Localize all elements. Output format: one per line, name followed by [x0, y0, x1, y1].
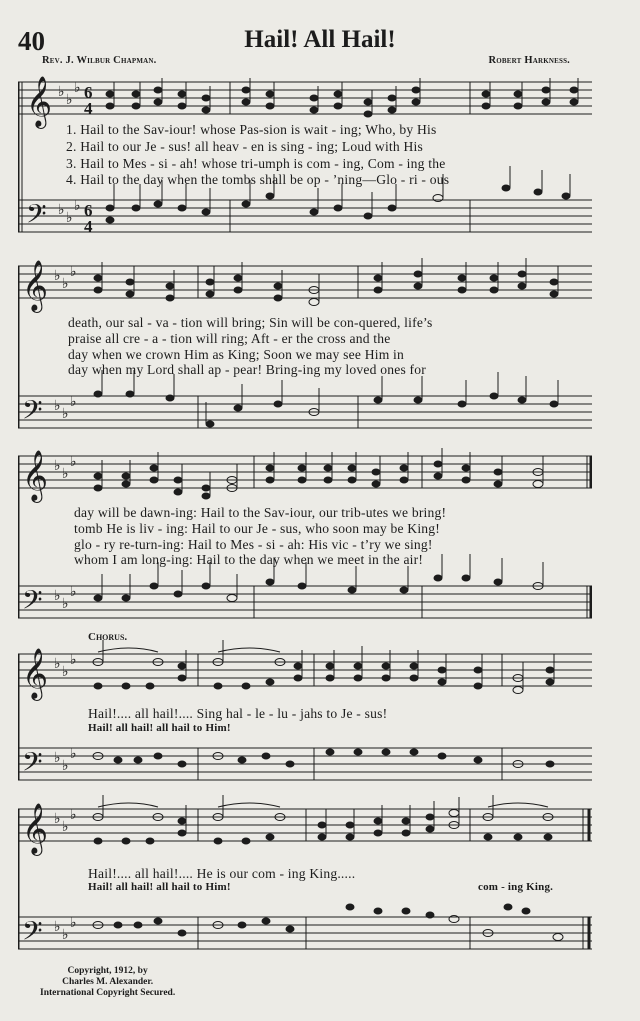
svg-text:♭: ♭: [66, 211, 73, 226]
svg-text:𝄞: 𝄞: [22, 450, 49, 501]
svg-text:♭: ♭: [62, 597, 69, 612]
chorus-line-2-sub-end: com - ing King.: [478, 881, 554, 893]
svg-text:4: 4: [84, 99, 93, 118]
chorus-line-1-sub: Hail! all hail! all hail to Him!: [88, 722, 231, 734]
copyright-line-3: International Copyright Secured.: [40, 988, 176, 998]
chorus-line-1-main: Hail!.... all hail!.... Sing hal - le - lu - jahs to Je - sus!: [88, 706, 388, 721]
svg-text:♭: ♭: [54, 812, 61, 827]
verse-4-line-1: 4. Hail to the day when the tombs shall be op - ’ning—Glo - ri - ous: [66, 172, 450, 187]
page-number: 40: [18, 26, 45, 56]
svg-text:♭: ♭: [54, 399, 61, 414]
svg-text:♭: ♭: [62, 928, 69, 943]
hymn-title: Hail! All Hail!: [244, 26, 396, 53]
svg-text:𝄞: 𝄞: [22, 648, 49, 699]
svg-text:♭: ♭: [74, 199, 81, 214]
svg-text:♭: ♭: [62, 665, 69, 680]
verse-3-line-3: glo - ry re-turn-ing: Hail to Mes - si - ah: His vic - t’ry we sing!: [74, 537, 433, 552]
svg-text:♭: ♭: [54, 920, 61, 935]
chorus-line-2-sub: Hail! all hail! all hail to Him!: [88, 881, 231, 893]
verse-1-line-2: death, our sal - va - tion will bring; Sin will be con-quered, life’s: [68, 315, 433, 330]
svg-text:♭: ♭: [54, 459, 61, 474]
svg-text:♭: ♭: [74, 81, 81, 96]
svg-text:♭: ♭: [70, 747, 77, 762]
svg-text:♭: ♭: [66, 93, 73, 108]
verse-2-line-1: 2. Hail to our Je - sus! all heav - en is sing - ing; Loud with His: [66, 139, 423, 154]
verse-3-line-2: day when we crown Him as King; Soon we may see Him in: [68, 347, 405, 362]
composer-credit: Robert Harkness.: [488, 55, 570, 66]
svg-text:♭: ♭: [70, 916, 77, 931]
svg-text:6: 6: [84, 83, 93, 102]
svg-text:♭: ♭: [54, 269, 61, 284]
copyright-notice: [40, 966, 175, 999]
svg-text:♭: ♭: [70, 808, 77, 823]
svg-text:♭: ♭: [62, 407, 69, 422]
verse-4-line-3: whom I am long-ing: Hail to the day when we meet in the air!: [74, 552, 424, 567]
svg-text:♭: ♭: [70, 265, 77, 280]
svg-text:♭: ♭: [62, 277, 69, 292]
verse-2-line-2: praise all cre - a - tion will ring; Aft - er the cross and the: [68, 331, 391, 346]
svg-text:𝄢: 𝄢: [22, 584, 43, 622]
svg-text:♭: ♭: [58, 85, 65, 100]
author-credit: Rev. J. Wilbur Chapman.: [42, 55, 157, 66]
verse-2-line-3: tomb He is liv - ing: Hail to our Je - sus, who soon may be King!: [74, 521, 441, 536]
svg-text:♭: ♭: [62, 467, 69, 482]
svg-text:♭: ♭: [70, 455, 77, 470]
svg-text:𝄢: 𝄢: [22, 746, 43, 784]
svg-text:♭: ♭: [54, 657, 61, 672]
svg-text:𝄞: 𝄞: [26, 76, 53, 127]
svg-text:♭: ♭: [62, 820, 69, 835]
svg-text:♭: ♭: [54, 751, 61, 766]
copyright-line-2: Charles M. Alexander.: [62, 977, 154, 987]
svg-text:♭: ♭: [70, 395, 77, 410]
svg-text:𝄢: 𝄢: [22, 915, 43, 953]
verse-1-line-1: 1. Hail to the Sav-iour! whose Pas-sion is wait - ing; Who, by His: [66, 122, 437, 137]
svg-text:♭: ♭: [70, 653, 77, 668]
chorus-line-2-main: Hail!.... all hail!.... He is our com - ing King.....: [88, 866, 356, 881]
svg-text:♭: ♭: [70, 585, 77, 600]
svg-text:4: 4: [84, 217, 93, 236]
copyright-line-1: Copyright, 1912, by: [67, 966, 148, 976]
svg-text:𝄞: 𝄞: [22, 260, 49, 311]
verse-3-line-1: 3. Hail to Mes - si - ah! whose tri-umph is com - ing, Com - ing the: [66, 156, 446, 171]
verse-1-line-3: day will be dawn-ing: Hail to the Sav-iour, our trib-utes we bring!: [74, 505, 447, 520]
chorus-label: Chorus.: [88, 631, 128, 643]
svg-text:𝄢: 𝄢: [22, 394, 43, 432]
svg-text:♭: ♭: [54, 589, 61, 604]
svg-text:♭: ♭: [58, 203, 65, 218]
svg-text:𝄞: 𝄞: [22, 803, 49, 854]
svg-text:𝄢: 𝄢: [26, 198, 47, 236]
verse-4-line-2: day when my Lord shall ap - pear! Bring-ing my loved ones for: [68, 362, 426, 377]
svg-text:6: 6: [84, 201, 93, 220]
svg-text:♭: ♭: [62, 759, 69, 774]
